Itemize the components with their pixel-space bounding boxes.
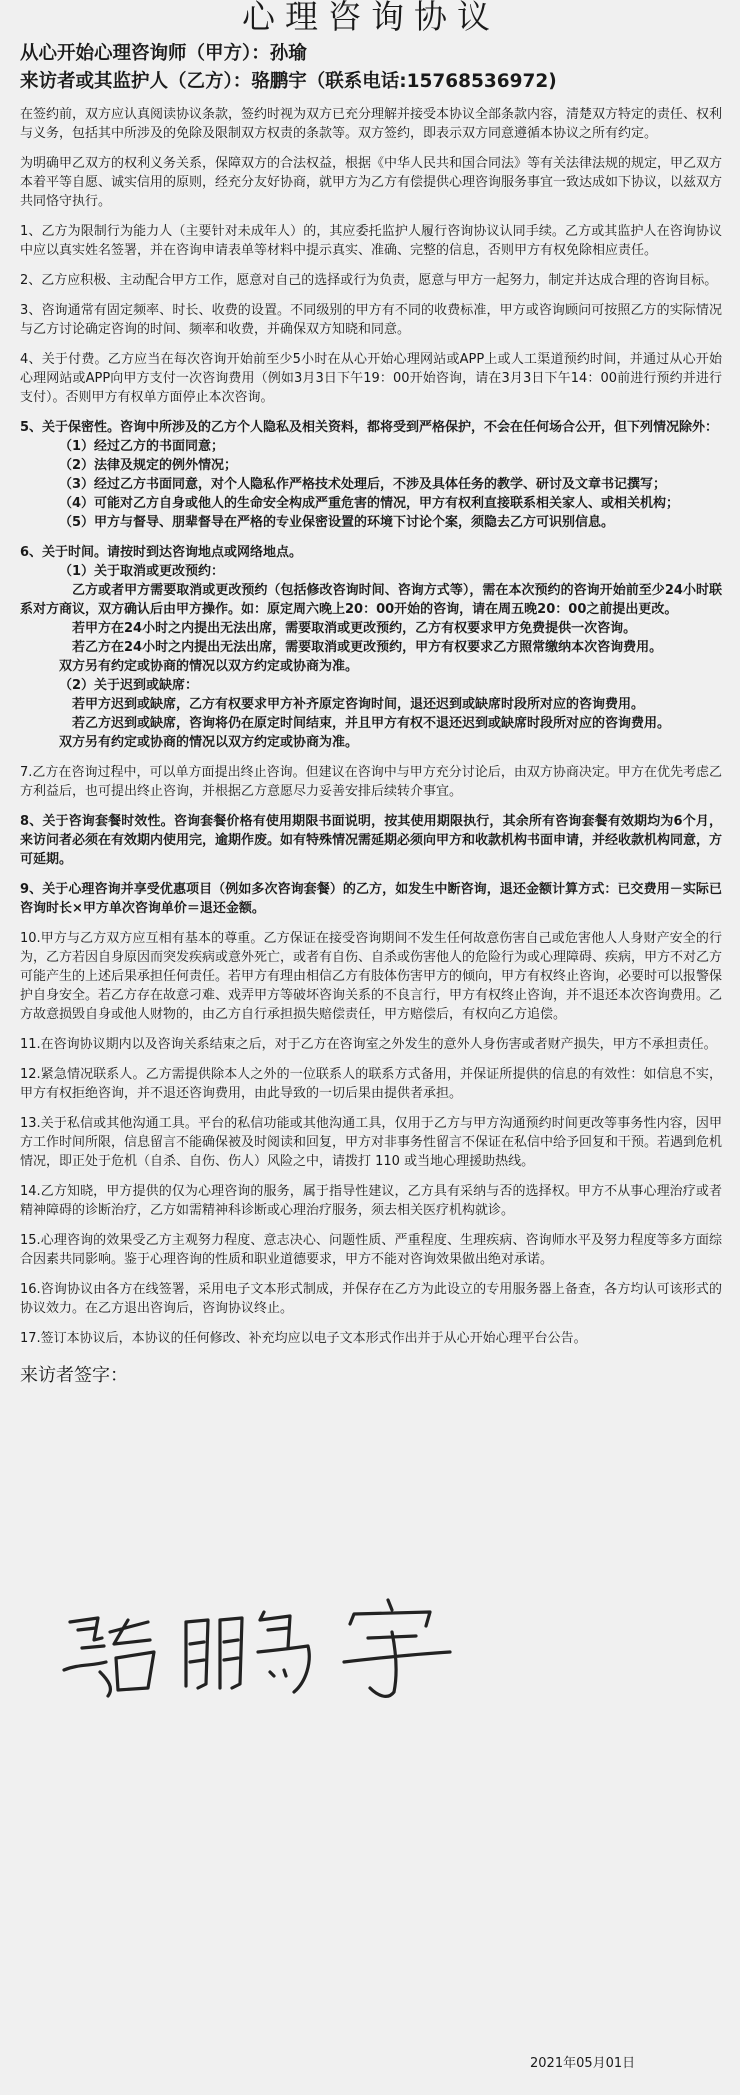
clause-5-item: （1）经过乙方的书面同意；: [59, 439, 225, 454]
clause-17: 17.签订本协议后，本协议的任何修改、补充均应以电子文本形式作出并于从心开始心理平台公告。: [20, 1331, 587, 1346]
intro-paragraph-2: 为明确甲乙双方的权利义务关系，保障双方的合法权益，根据《中华人民共和国合同法》等有关法律法规的规定，甲乙双方本着平等自愿、诚实信用的原则，经充分友好协商，就甲方为乙方有偿提供心理咨询服务事宜一致达成如下协议，以兹双方共同恪守执行。: [20, 156, 723, 209]
clause-5-item: （3）经过乙方书面同意，对个人隐私作严格技术处理后，不涉及具体任务的教学、研讨及文章书记撰写；: [59, 477, 667, 492]
party-a: 从心开始心理咨询师（甲方）：孙瑜: [20, 43, 307, 64]
intro-paragraph-1: 在签约前，双方应认真阅读协议条款，签约时视为双方已充分理解并接受本协议全部条款内容，清楚双方特定的责任、权利与义务，包括其中所涉及的免除及限制双方权责的条款等。双方签约，即表示双方同意遵循本协议之所有约定。: [20, 107, 723, 141]
clause-8: 8、关于咨询套餐时效性。咨询套餐价格有使用期限书面说明，按其使用期限执行，其余所有咨询套餐有效期均为6个月，来访问者必须在有效期内使用完，逾期作废。如有特殊情况需延期必须向甲方和收款机构书面申请，并经收款机构同意，方可延期。: [20, 814, 723, 867]
clause-6-sub1-title: （1）关于取消或更改预约：: [59, 564, 225, 579]
clause-11: 11.在咨询协议期内以及咨询关系结束之后，对于乙方在咨询室之外发生的意外人身伤害或者财产损失，甲方不承担责任。: [20, 1037, 717, 1052]
clause-6-sub1-line: 若甲方在24小时之内提出无法出席，需要取消或更改预约，乙方有权要求甲方免费提供一次咨询。: [72, 621, 637, 636]
clause-6-sub1-line: 若乙方在24小时之内提出无法出席，需要取消或更改预约，甲方有权要求乙方照常缴纳本次咨询费用。: [72, 640, 663, 655]
clause-5-item: （4）可能对乙方自身或他人的生命安全构成严重危害的情况，甲方有权利直接联系相关家人、或相关机构；: [59, 496, 680, 511]
clause-6-heading: 6、关于时间。请按时到达咨询地点或网络地点。: [20, 545, 303, 560]
clause-2: 2、乙方应积极、主动配合甲方工作，愿意对自己的选择或行为负责，愿意与甲方一起努力，制定并达成合理的咨询目标。: [20, 273, 718, 288]
clause-1: 1、乙方为限制行为能力人（主要针对未成年人）的，其应委托监护人履行咨询协议认同手续。乙方或其监护人在咨询协议中应以真实姓名签署，并在咨询申请表单等材料中提示真实、准确、完整的信息，否则甲方有权免除相应责任。: [20, 224, 722, 258]
signing-date: 2021年05月01日: [530, 2056, 636, 2071]
clause-5-item: （5）甲方与督导、朋辈督导在严格的专业保密设置的环境下讨论个案，须隐去乙方可识别信息。: [59, 515, 615, 530]
party-b: 来访者或其监护人（乙方）：骆鹏宇（联系电话:15768536972): [20, 71, 557, 92]
clause-5-item: （2）法律及规定的例外情况；: [59, 458, 238, 473]
clause-6-sub2-line: 若乙方迟到或缺席，咨询将仍在原定时间结束，并且甲方有权不退还迟到或缺席时段所对应的咨询费用。: [72, 716, 671, 731]
handwritten-signature: [58, 1592, 498, 1702]
clause-10: 10.甲方与乙方双方应互相有基本的尊重。乙方保证在接受咨询期间不发生任何故意伤害自己或危害他人人身财产安全的行为，乙方若因自身原因而突发疾病或意外死亡，或者有自伤、自杀或伤害他人的危险行为或心理障碍、疾病，甲方不对乙方可能产生的上述后果承担任何责任。若甲方有理由相信乙方有肢体伤害甲方的倾向，甲方有权终止咨询，必要时可以报警保护自身安全。若乙方存在故意刁难、戏弄甲方等破坏咨询关系的不良言行，甲方有权终止咨询，并不退还本次咨询费用。乙方故意损毁自身或他人财物的，由乙方自行承担损失赔偿责任，甲方赔偿后，有权向乙方追偿。: [20, 931, 723, 1022]
clause-9: 9、关于心理咨询并享受优惠项目（例如多次咨询套餐）的乙方，如发生中断咨询，退还金额计算方式：已交费用－实际已咨询时长×甲方单次咨询单价＝退还金额。: [20, 882, 722, 916]
clause-6-sub1-line: 乙方或者甲方需要取消或更改预约（包括修改咨询时间、咨询方式等），需在本次预约的咨询开始前至少24小时联系对方商议，双方确认后由甲方操作。如：原定周六晚上20：00开始的咨询，请在周五晚20：00之前提出更改。: [20, 583, 722, 617]
clause-7: 7.乙方在咨询过程中，可以单方面提出终止咨询。但建议在咨询中与甲方充分讨论后，由双方协商决定。甲方在优先考虑乙方利益后，也可提出终止咨询，并根据乙方意愿尽力妥善安排后续转介事宜。: [20, 765, 722, 799]
clause-14: 14.乙方知晓，甲方提供的仅为心理咨询的服务，属于指导性建议，乙方具有采纳与否的选择权。甲方不从事心理治疗或者精神障碍的诊断治疗，乙方如需精神科诊断或心理治疗服务，须去相关医疗机构就诊。: [20, 1184, 722, 1218]
clause-13: 13.关于私信或其他沟通工具。平台的私信功能或其他沟通工具，仅用于乙方与甲方沟通预约时间更改等事务性内容，因甲方工作时间所限，信息留言不能确保被及时阅读和回复，甲方对非事务性留言不保证在私信中给予回复和干预。若遇到危机情况，即正处于危机（自杀、自伤、伤人）风险之中，请拨打 110 或当地心理援助热线。: [20, 1116, 723, 1169]
clause-12: 12.紧急情况联系人。乙方需提供除本人之外的一位联系人的联系方式备用，并保证所提供的信息的有效性：如信息不实，甲方有权拒绝咨询，并不退还咨询费用，由此导致的一切后果由提供者承担。: [20, 1067, 722, 1101]
clause-6-sub2-line: 若甲方迟到或缺席，乙方有权要求甲方补齐原定咨询时间，退还迟到或缺席时段所对应的咨询费用。: [72, 697, 645, 712]
clause-6-sub2-title: （2）关于迟到或缺席：: [59, 678, 199, 693]
clause-4: 4、关于付费。乙方应当在每次咨询开始前至少5小时在从心开始心理网站或APP上或人工渠道预约时间，并通过从心开始心理网站或APP向甲方支付一次咨询费用（例如3月3日下午19：00开始咨询，请在3月3日下午14：00前进行预约并进行支付）。否则甲方有权单方面停止本次咨询。: [20, 352, 722, 405]
signature-label: 来访者签字：: [20, 1365, 128, 1386]
document-title: 心理咨询协议: [242, 0, 500, 36]
clause-3: 3、咨询通常有固定频率、时长、收费的设置。不同级别的甲方有不同的收费标准，甲方或咨询顾问可按照乙方的实际情况与乙方讨论确定咨询的时间、频率和收费，并确保双方知晓和同意。: [20, 303, 722, 337]
clause-15: 15.心理咨询的效果受乙方主观努力程度、意志决心、问题性质、严重程度、生理疾病、咨询师水平及努力程度等多方面综合因素共同影响。鉴于心理咨询的性质和职业道德要求，甲方不能对咨询效果做出绝对承诺。: [20, 1233, 722, 1267]
clause-6-sub1-line: 双方另有约定或协商的情况以双方约定或协商为准。: [59, 659, 359, 674]
clause-6-sub2-line: 双方另有约定或协商的情况以双方约定或协商为准。: [59, 735, 359, 750]
clause-16: 16.咨询协议由各方在线签署，采用电子文本形式制成，并保存在乙方为此设立的专用服务器上备查，各方均认可该形式的协议效力。在乙方退出咨询后，咨询协议终止。: [20, 1282, 722, 1316]
clause-5-heading: 5、关于保密性。咨询中所涉及的乙方个人隐私及相关资料，都将受到严格保护，不会在任何场合公开，但下列情况除外：: [20, 420, 719, 435]
